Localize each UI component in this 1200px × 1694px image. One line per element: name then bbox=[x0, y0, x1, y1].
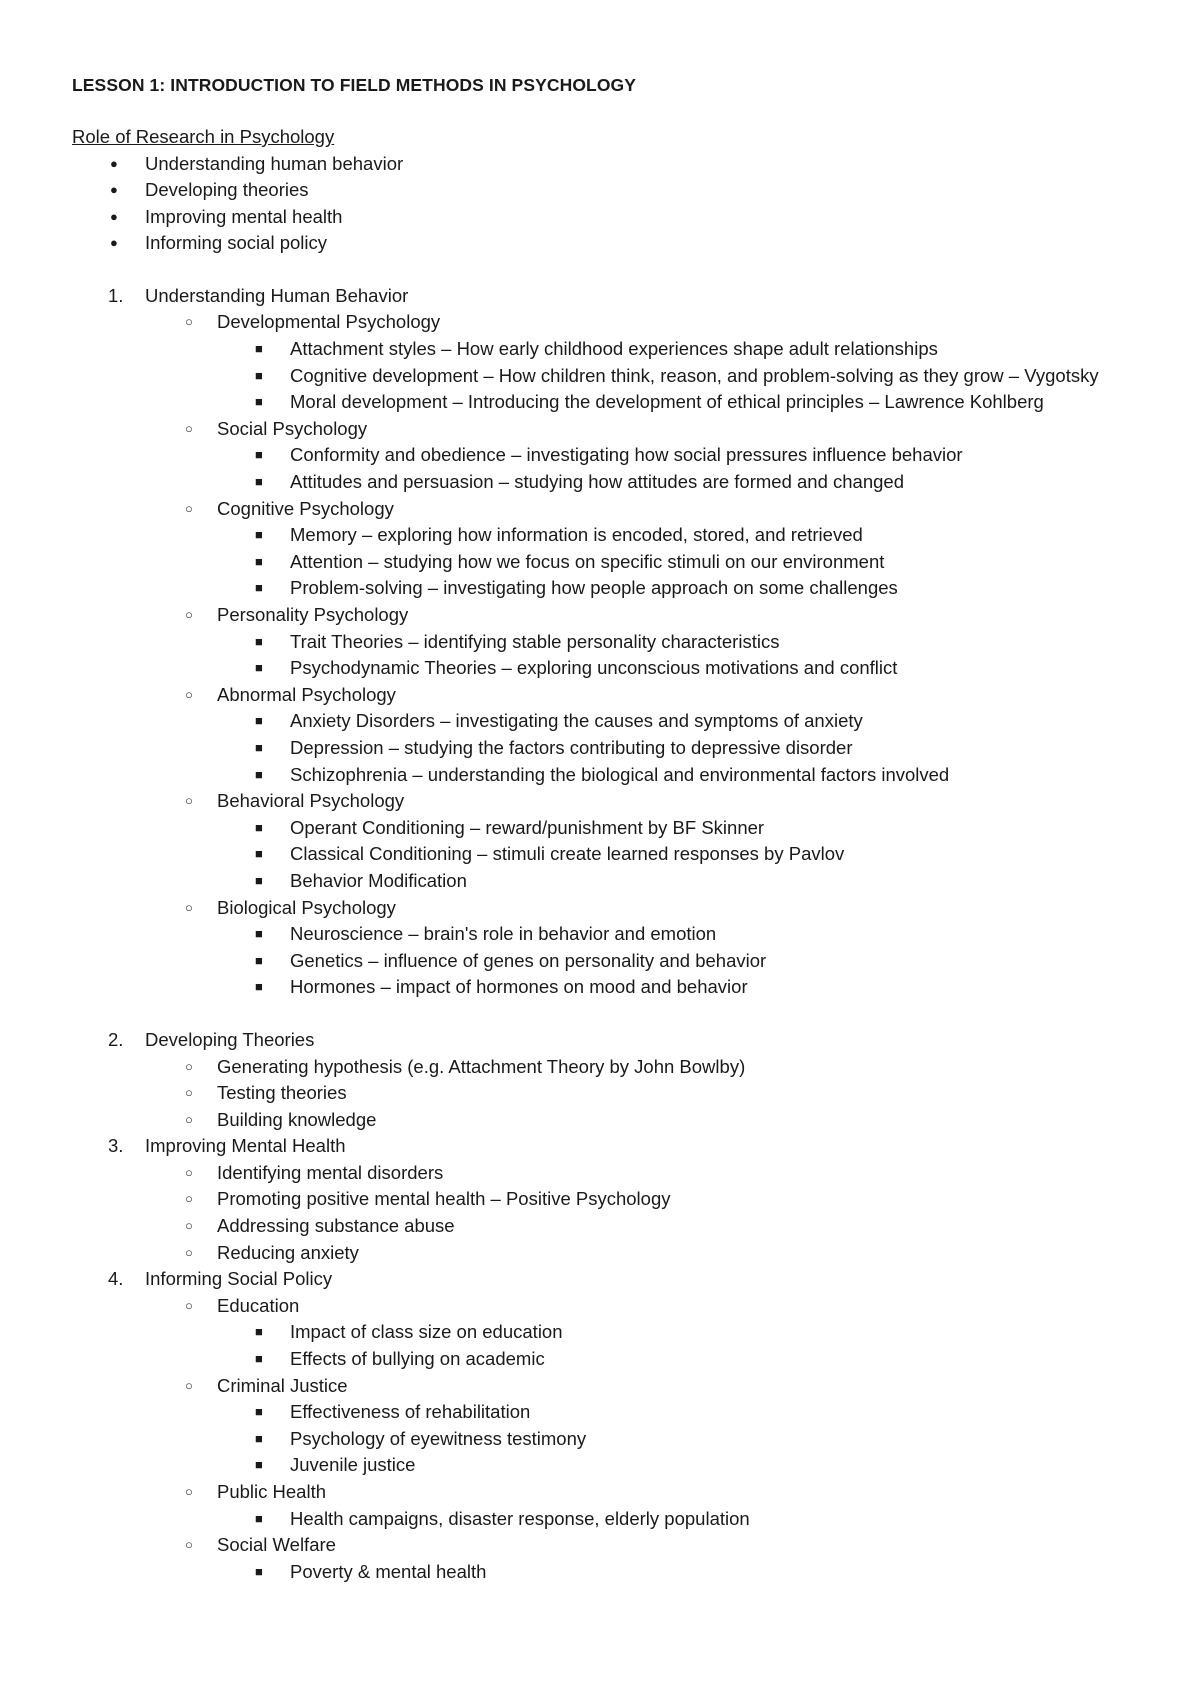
sub-list-item-text: Trait Theories – identifying stable personality characteristics bbox=[290, 630, 780, 652]
square-bullet-marker: ■ bbox=[255, 1430, 263, 1446]
sub-list-item bbox=[72, 363, 1137, 390]
sub-list-item-text: Effects of bullying on academic bbox=[290, 1348, 545, 1370]
sub-list-item-text: Moral development – Introducing the development of ethical principles – Lawrence Kohlberg bbox=[290, 391, 1044, 413]
sub-list-item bbox=[72, 868, 1137, 895]
section-heading: Role of Research in Psychology bbox=[72, 126, 335, 147]
list-item bbox=[72, 1186, 1137, 1213]
square-bullet-marker: ■ bbox=[255, 367, 263, 383]
sub-list-item bbox=[72, 549, 1137, 576]
section-title: Understanding Human Behavior bbox=[145, 284, 409, 306]
numbered-section-heading bbox=[72, 283, 1137, 310]
circle-bullet-marker: ○ bbox=[185, 607, 193, 622]
numbered-section-heading bbox=[72, 1027, 1137, 1054]
sub-list-item-text: Genetics – influence of genes on personality and behavior bbox=[290, 949, 767, 971]
circle-bullet-marker: ○ bbox=[185, 1058, 193, 1074]
circle-bullet-marker: ○ bbox=[185, 686, 193, 702]
list-item bbox=[72, 309, 1137, 336]
spacer bbox=[72, 257, 1137, 283]
list-item-text: Behavioral Psychology bbox=[217, 790, 405, 812]
list-item-text: Reducing anxiety bbox=[217, 1241, 359, 1263]
square-bullet-marker: ■ bbox=[255, 474, 263, 490]
sub-list-item bbox=[72, 522, 1137, 549]
square-bullet-marker: ■ bbox=[255, 1563, 263, 1579]
summary-bullet-item bbox=[72, 230, 1137, 257]
square-bullet-marker: ■ bbox=[255, 580, 263, 596]
list-item-text: Social Psychology bbox=[217, 417, 368, 439]
sub-list-item bbox=[72, 655, 1137, 682]
summary-bullet-item bbox=[72, 151, 1137, 178]
summary-bullet-text: Understanding human behavior bbox=[145, 152, 404, 174]
numbered-section-heading bbox=[72, 1266, 1137, 1293]
lesson-title: LESSON 1: INTRODUCTION TO FIELD METHODS IN PSYCHOLOGY bbox=[72, 75, 637, 95]
numbered-section-heading bbox=[72, 1133, 1137, 1160]
sub-list-item bbox=[72, 815, 1137, 842]
circle-bullet-marker: ○ bbox=[185, 1244, 193, 1260]
circle-bullet-marker: ○ bbox=[185, 793, 193, 809]
square-bullet-marker: ■ bbox=[255, 527, 263, 543]
bullet-marker: ● bbox=[110, 155, 118, 171]
sub-list-item-text: Attention – studying how we focus on specific stimuli on our environment bbox=[290, 550, 885, 572]
list-item-text: Abnormal Psychology bbox=[217, 683, 396, 705]
sub-list-item bbox=[72, 1399, 1137, 1426]
section-number: 1. bbox=[108, 284, 124, 306]
list-item bbox=[72, 1160, 1137, 1187]
sub-list-item-text: Poverty & mental health bbox=[290, 1560, 487, 1582]
list-item bbox=[72, 1479, 1137, 1506]
sub-list-item-text: Behavior Modification bbox=[290, 869, 467, 891]
list-item bbox=[72, 1293, 1137, 1320]
sub-list-item-text: Psychology of eyewitness testimony bbox=[290, 1427, 587, 1449]
list-item bbox=[72, 416, 1137, 443]
sub-list-item bbox=[72, 735, 1137, 762]
list-item bbox=[72, 1373, 1137, 1400]
square-bullet-marker: ■ bbox=[255, 341, 263, 357]
sub-list-item-text: Neuroscience – brain's role in behavior and emotion bbox=[290, 923, 717, 945]
square-bullet-marker: ■ bbox=[255, 633, 263, 649]
section-number: 3. bbox=[108, 1135, 124, 1157]
square-bullet-marker: ■ bbox=[255, 553, 263, 569]
sub-list-item-text: Anxiety Disorders – investigating the causes and symptoms of anxiety bbox=[290, 710, 863, 732]
sub-list-item bbox=[72, 442, 1137, 469]
sub-list-item bbox=[72, 629, 1137, 656]
list-item-text: Social Welfare bbox=[217, 1534, 336, 1556]
sub-list-item bbox=[72, 921, 1137, 948]
square-bullet-marker: ■ bbox=[255, 819, 263, 835]
square-bullet-marker: ■ bbox=[255, 447, 263, 463]
sub-list-item-text: Operant Conditioning – reward/punishment by BF Skinner bbox=[290, 816, 765, 838]
list-item-text: Generating hypothesis (e.g. Attachment Theory by John Bowlby) bbox=[217, 1055, 746, 1077]
sub-list-item bbox=[72, 1426, 1137, 1453]
circle-bullet-marker: ○ bbox=[185, 1164, 193, 1180]
square-bullet-marker: ■ bbox=[255, 766, 263, 782]
list-item bbox=[72, 682, 1137, 709]
summary-bullet-list bbox=[72, 151, 1137, 257]
section-title: Informing Social Policy bbox=[145, 1268, 333, 1290]
circle-bullet-marker: ○ bbox=[185, 1111, 193, 1127]
sub-list-item-text: Attitudes and persuasion – studying how attitudes are formed and changed bbox=[290, 471, 904, 493]
list-item-text: Building knowledge bbox=[217, 1108, 377, 1130]
list-item-text: Public Health bbox=[217, 1481, 327, 1502]
square-bullet-marker: ■ bbox=[255, 1510, 263, 1526]
sub-list-item bbox=[72, 1346, 1137, 1373]
sub-list-item bbox=[72, 1506, 1137, 1533]
sub-list-item bbox=[72, 1452, 1137, 1479]
list-item-text: Personality Psychology bbox=[217, 604, 409, 625]
square-bullet-marker: ■ bbox=[255, 846, 263, 862]
list-item-text: Developmental Psychology bbox=[217, 311, 441, 333]
sub-list-item-text: Effectiveness of rehabilitation bbox=[290, 1401, 531, 1423]
list-item bbox=[72, 1213, 1137, 1240]
square-bullet-marker: ■ bbox=[255, 1324, 263, 1340]
list-item bbox=[72, 1080, 1137, 1107]
list-item bbox=[72, 1240, 1137, 1267]
sub-list-item-text: Impact of class size on education bbox=[290, 1321, 563, 1343]
sub-list-item-text: Memory – exploring how information is encoded, stored, and retrieved bbox=[290, 524, 863, 546]
spacer bbox=[72, 1001, 1137, 1027]
circle-bullet-marker: ○ bbox=[185, 1377, 193, 1393]
square-bullet-marker: ■ bbox=[255, 1351, 263, 1367]
circle-bullet-marker: ○ bbox=[185, 1085, 193, 1101]
circle-bullet-marker: ○ bbox=[185, 314, 193, 330]
list-item-text: Biological Psychology bbox=[217, 896, 396, 918]
square-bullet-marker: ■ bbox=[255, 1457, 263, 1473]
circle-bullet-marker: ○ bbox=[185, 1191, 193, 1207]
bullet-marker: ● bbox=[110, 182, 118, 198]
circle-bullet-marker: ○ bbox=[185, 420, 193, 436]
list-item-text: Testing theories bbox=[217, 1082, 347, 1104]
list-item bbox=[72, 1532, 1137, 1559]
square-bullet-marker: ■ bbox=[255, 872, 263, 888]
list-item-text: Criminal Justice bbox=[217, 1374, 348, 1396]
list-item-text: Cognitive Psychology bbox=[217, 497, 394, 519]
circle-bullet-marker: ○ bbox=[185, 500, 193, 516]
bullet-marker: ● bbox=[110, 235, 118, 251]
sub-list-item bbox=[72, 708, 1137, 735]
circle-bullet-marker: ○ bbox=[185, 1218, 193, 1234]
list-item bbox=[72, 895, 1137, 922]
circle-bullet-marker: ○ bbox=[185, 1297, 193, 1313]
sub-list-item-text: Attachment styles – How early childhood experiences shape adult relationships bbox=[290, 338, 938, 360]
list-item-text: Identifying mental disorders bbox=[217, 1161, 444, 1183]
list-item bbox=[72, 788, 1137, 815]
sub-list-item-text: Classical Conditioning – stimuli create learned responses by Pavlov bbox=[290, 843, 845, 865]
sub-list-item-text: Health campaigns, disaster response, elderly population bbox=[290, 1507, 750, 1529]
list-item bbox=[72, 1054, 1137, 1081]
sub-list-item-text: Cognitive development – How children think, reason, and problem-solving as they grow – Vygotsky bbox=[290, 364, 1099, 386]
summary-bullet-item bbox=[72, 204, 1137, 231]
summary-bullet-text: Informing social policy bbox=[145, 232, 327, 254]
section-title: Improving Mental Health bbox=[145, 1135, 346, 1157]
bullet-marker: ● bbox=[110, 208, 118, 224]
sub-list-item-text: Hormones – impact of hormones on mood and behavior bbox=[290, 976, 748, 998]
summary-bullet-item bbox=[72, 177, 1137, 204]
sub-list-item bbox=[72, 841, 1137, 868]
square-bullet-marker: ■ bbox=[255, 1404, 263, 1420]
sub-list-item bbox=[72, 575, 1137, 602]
circle-bullet-marker: ○ bbox=[185, 1537, 193, 1553]
square-bullet-marker: ■ bbox=[255, 660, 263, 676]
summary-bullet-text: Developing theories bbox=[145, 179, 309, 201]
sub-list-item-text: Psychodynamic Theories – exploring unconscious motivations and conflict bbox=[290, 657, 898, 679]
sub-list-item bbox=[72, 336, 1137, 363]
sub-list-item-text: Juvenile justice bbox=[290, 1454, 416, 1476]
square-bullet-marker: ■ bbox=[255, 979, 263, 995]
list-item bbox=[72, 602, 1137, 629]
sub-list-item bbox=[72, 762, 1137, 789]
circle-bullet-marker: ○ bbox=[185, 899, 193, 915]
sub-list-item bbox=[72, 469, 1137, 496]
square-bullet-marker: ■ bbox=[255, 739, 263, 755]
sub-list-item-text: Conformity and obedience – investigating how social pressures influence behavior bbox=[290, 444, 963, 466]
circle-bullet-marker: ○ bbox=[185, 1484, 193, 1499]
sub-list-item bbox=[72, 1559, 1137, 1586]
section-number: 4. bbox=[108, 1268, 124, 1290]
square-bullet-marker: ■ bbox=[255, 952, 263, 968]
sub-list-item bbox=[72, 389, 1137, 416]
square-bullet-marker: ■ bbox=[255, 926, 263, 942]
list-item bbox=[72, 1107, 1137, 1134]
sub-list-item bbox=[72, 948, 1137, 975]
summary-bullet-text: Improving mental health bbox=[145, 205, 343, 227]
sub-list-item bbox=[72, 1319, 1137, 1346]
section-title: Developing Theories bbox=[145, 1028, 315, 1050]
sub-list-item-text: Depression – studying the factors contributing to depressive disorder bbox=[290, 736, 853, 758]
section-number: 2. bbox=[108, 1028, 124, 1050]
list-item-text: Addressing substance abuse bbox=[217, 1215, 455, 1237]
document-page bbox=[72, 72, 1137, 1585]
sub-list-item bbox=[72, 974, 1137, 1001]
spacer bbox=[72, 98, 1137, 124]
sub-list-item-text: Schizophrenia – understanding the biological and environmental factors involved bbox=[290, 763, 950, 785]
square-bullet-marker: ■ bbox=[255, 394, 263, 410]
list-item-text: Education bbox=[217, 1294, 300, 1316]
list-item-text: Promoting positive mental health – Positive Psychology bbox=[217, 1188, 671, 1210]
list-item bbox=[72, 496, 1137, 523]
sub-list-item-text: Problem-solving – investigating how people approach on some challenges bbox=[290, 577, 898, 599]
numbered-sections bbox=[72, 283, 1137, 1586]
square-bullet-marker: ■ bbox=[255, 713, 263, 729]
